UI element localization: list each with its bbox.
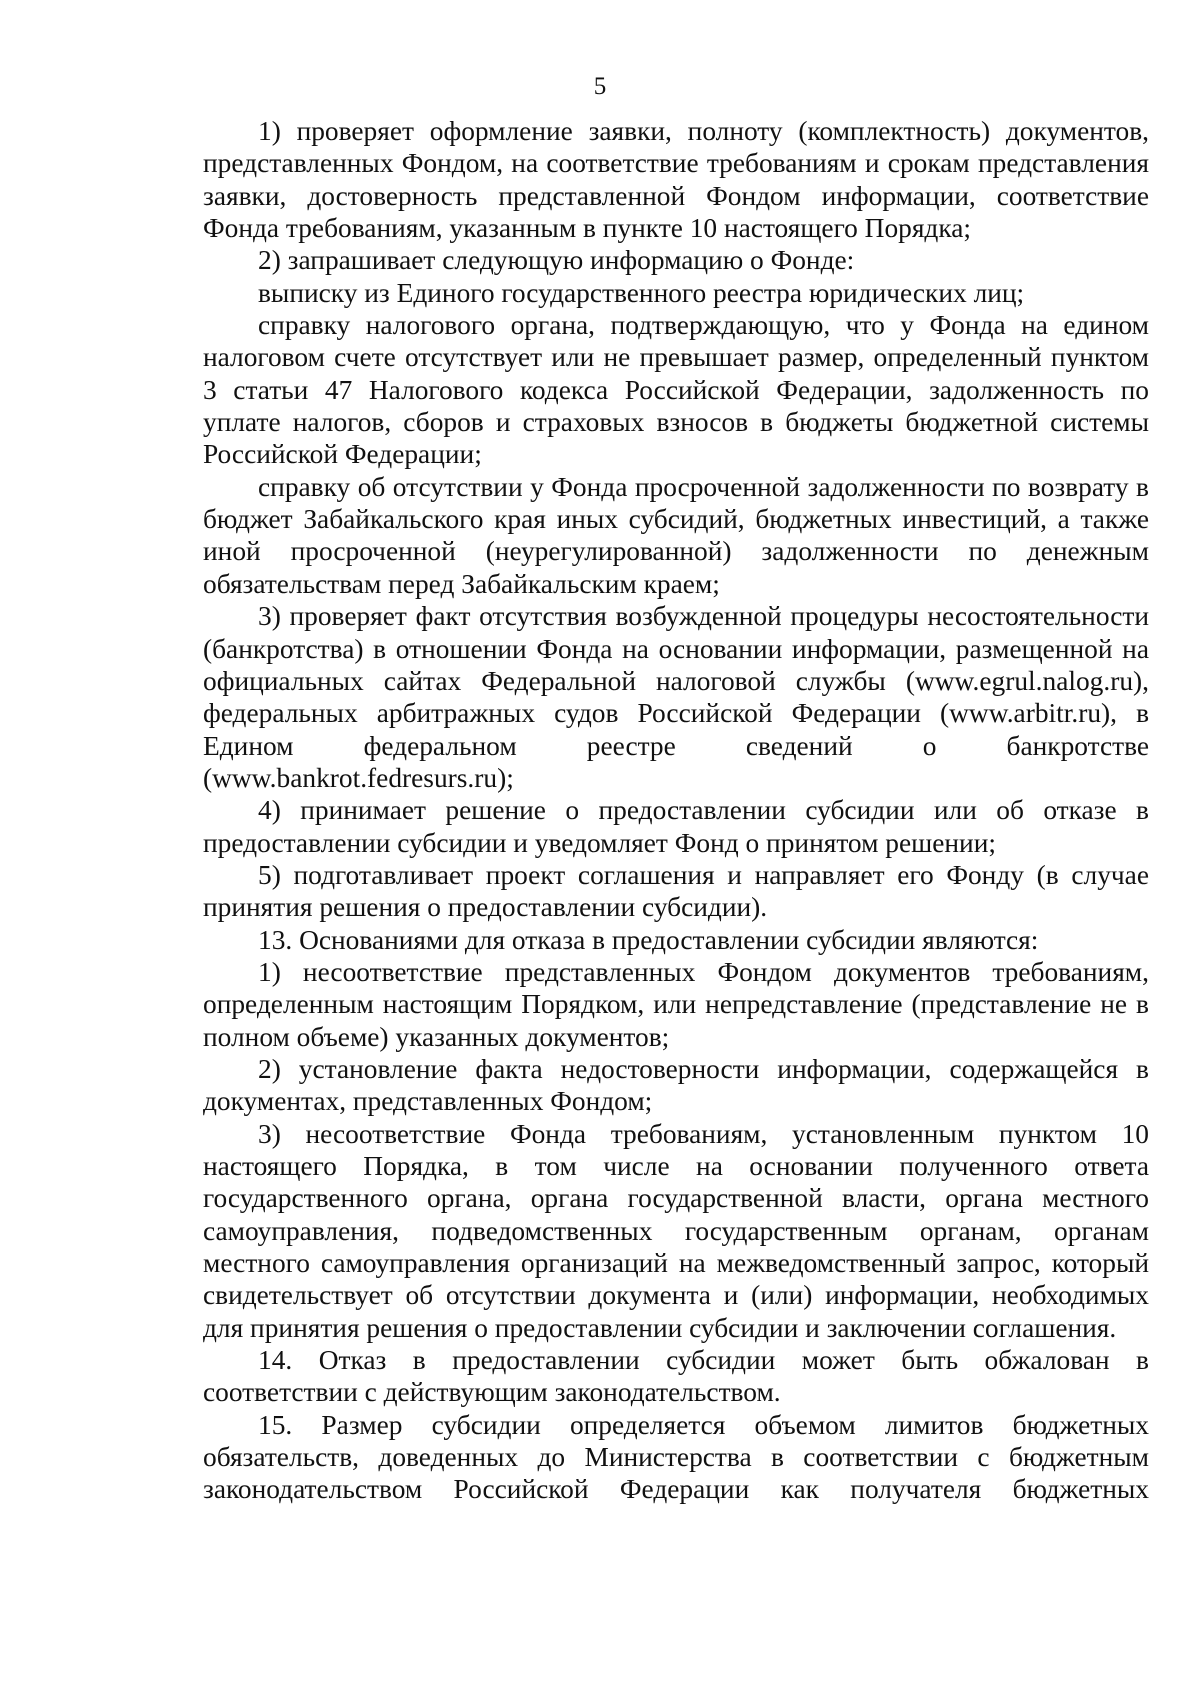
paragraph-decision: 4) принимает решение о предоставлении субсидии или об отказе в предоставлении субсидии и уведомляет Фонд о принятом решении; <box>203 795 1149 858</box>
paragraph-check-application: 1) проверяет оформление заявки, полноту (комплектность) документов, представленных Фондом, на соответствие требованиям и срокам представления заявки, достоверность представленной Фондом информации, соответствие Фонда требованиям, указанным в пункте 10 настоящего Порядка; <box>203 116 1149 244</box>
paragraph-subsidy-amount: 15. Размер субсидии определяется объемом лимитов бюджетных обязательств, доведенных до Министерства в соответствии с бюджетным законодательством Российской Федерации как получателя бюджетных <box>203 1409 1149 1505</box>
paragraph-refusal-grounds: 13. Основаниями для отказа в предоставлении субсидии являются: <box>258 924 1039 955</box>
paragraph-tax-certificate: справку налогового органа, подтверждающую, что у Фонда на едином налоговом счете отсутствует или не превышает размер, определенный пунктом 3 статьи 47 Налогового кодекса Российской Федерации, задолженность по уплате налогов, сборов и страховых взносов в бюджеты бюджетной системы Российской Федерации; <box>203 310 1149 470</box>
paragraph-refusal-requirements: 3) несоответствие Фонда требованиям, установленным пунктом 10 настоящего Порядка, в том числе на основании полученного ответа государственного органа, органа государственной власти, органа местного самоуправления, подведомственных государственным органам, органам местного самоуправления организаций на межведомственный запрос, который свидетельствует об отсутствии документа и (или) информации, необходимых для принятия решения о предоставлении субсидии и заключении соглашения. <box>203 1118 1149 1343</box>
paragraph-agreement-draft: 5) подготавливает проект соглашения и направляет его Фонду (в случае принятия решения о предоставлении субсидии). <box>203 859 1149 923</box>
paragraph-refusal-unreliable-info: 2) установление факта недостоверности информации, содержащейся в документах, представленных Фондом; <box>203 1053 1149 1117</box>
document-body <box>203 115 1149 1506</box>
paragraph-registry-extract: выписку из Единого государственного реестра юридических лиц; <box>258 277 1025 308</box>
paragraph-debt-certificate: справку об отсутствии у Фонда просроченной задолженности по возврату в бюджет Забайкальского края иных субсидий, бюджетных инвестиций, а также иной просроченной (неурегулированной) задолженности по денежным обязательствам перед Забайкальским краем; <box>203 471 1149 599</box>
paragraph-appeal: 14. Отказ в предоставлении субсидии может быть обжалован в соответствии с действующим законодательством. <box>203 1345 1149 1408</box>
paragraph-bankruptcy-check: 3) проверяет факт отсутствия возбужденной процедуры несостоятельности (банкротства) в отношении Фонда на основании информации, размещенной на официальных сайтах Федеральной налоговой службы (www.egrul.nalog.ru), федеральных арбитражных судов Российской Федерации (www.arbitr.ru), в Едином федеральном реестре сведений о банкротстве (www.bankrot.fedresurs.ru); <box>203 601 1149 793</box>
page-number: 5 <box>593 73 607 100</box>
paragraph-request-information: 2) запрашивает следующую информацию о Фонде: <box>258 245 855 276</box>
paragraph-refusal-documents: 1) несоответствие представленных Фондом документов требованиям, определенным настоящим Порядком, или непредставление (представление не в полном объеме) указанных документов; <box>203 956 1149 1052</box>
